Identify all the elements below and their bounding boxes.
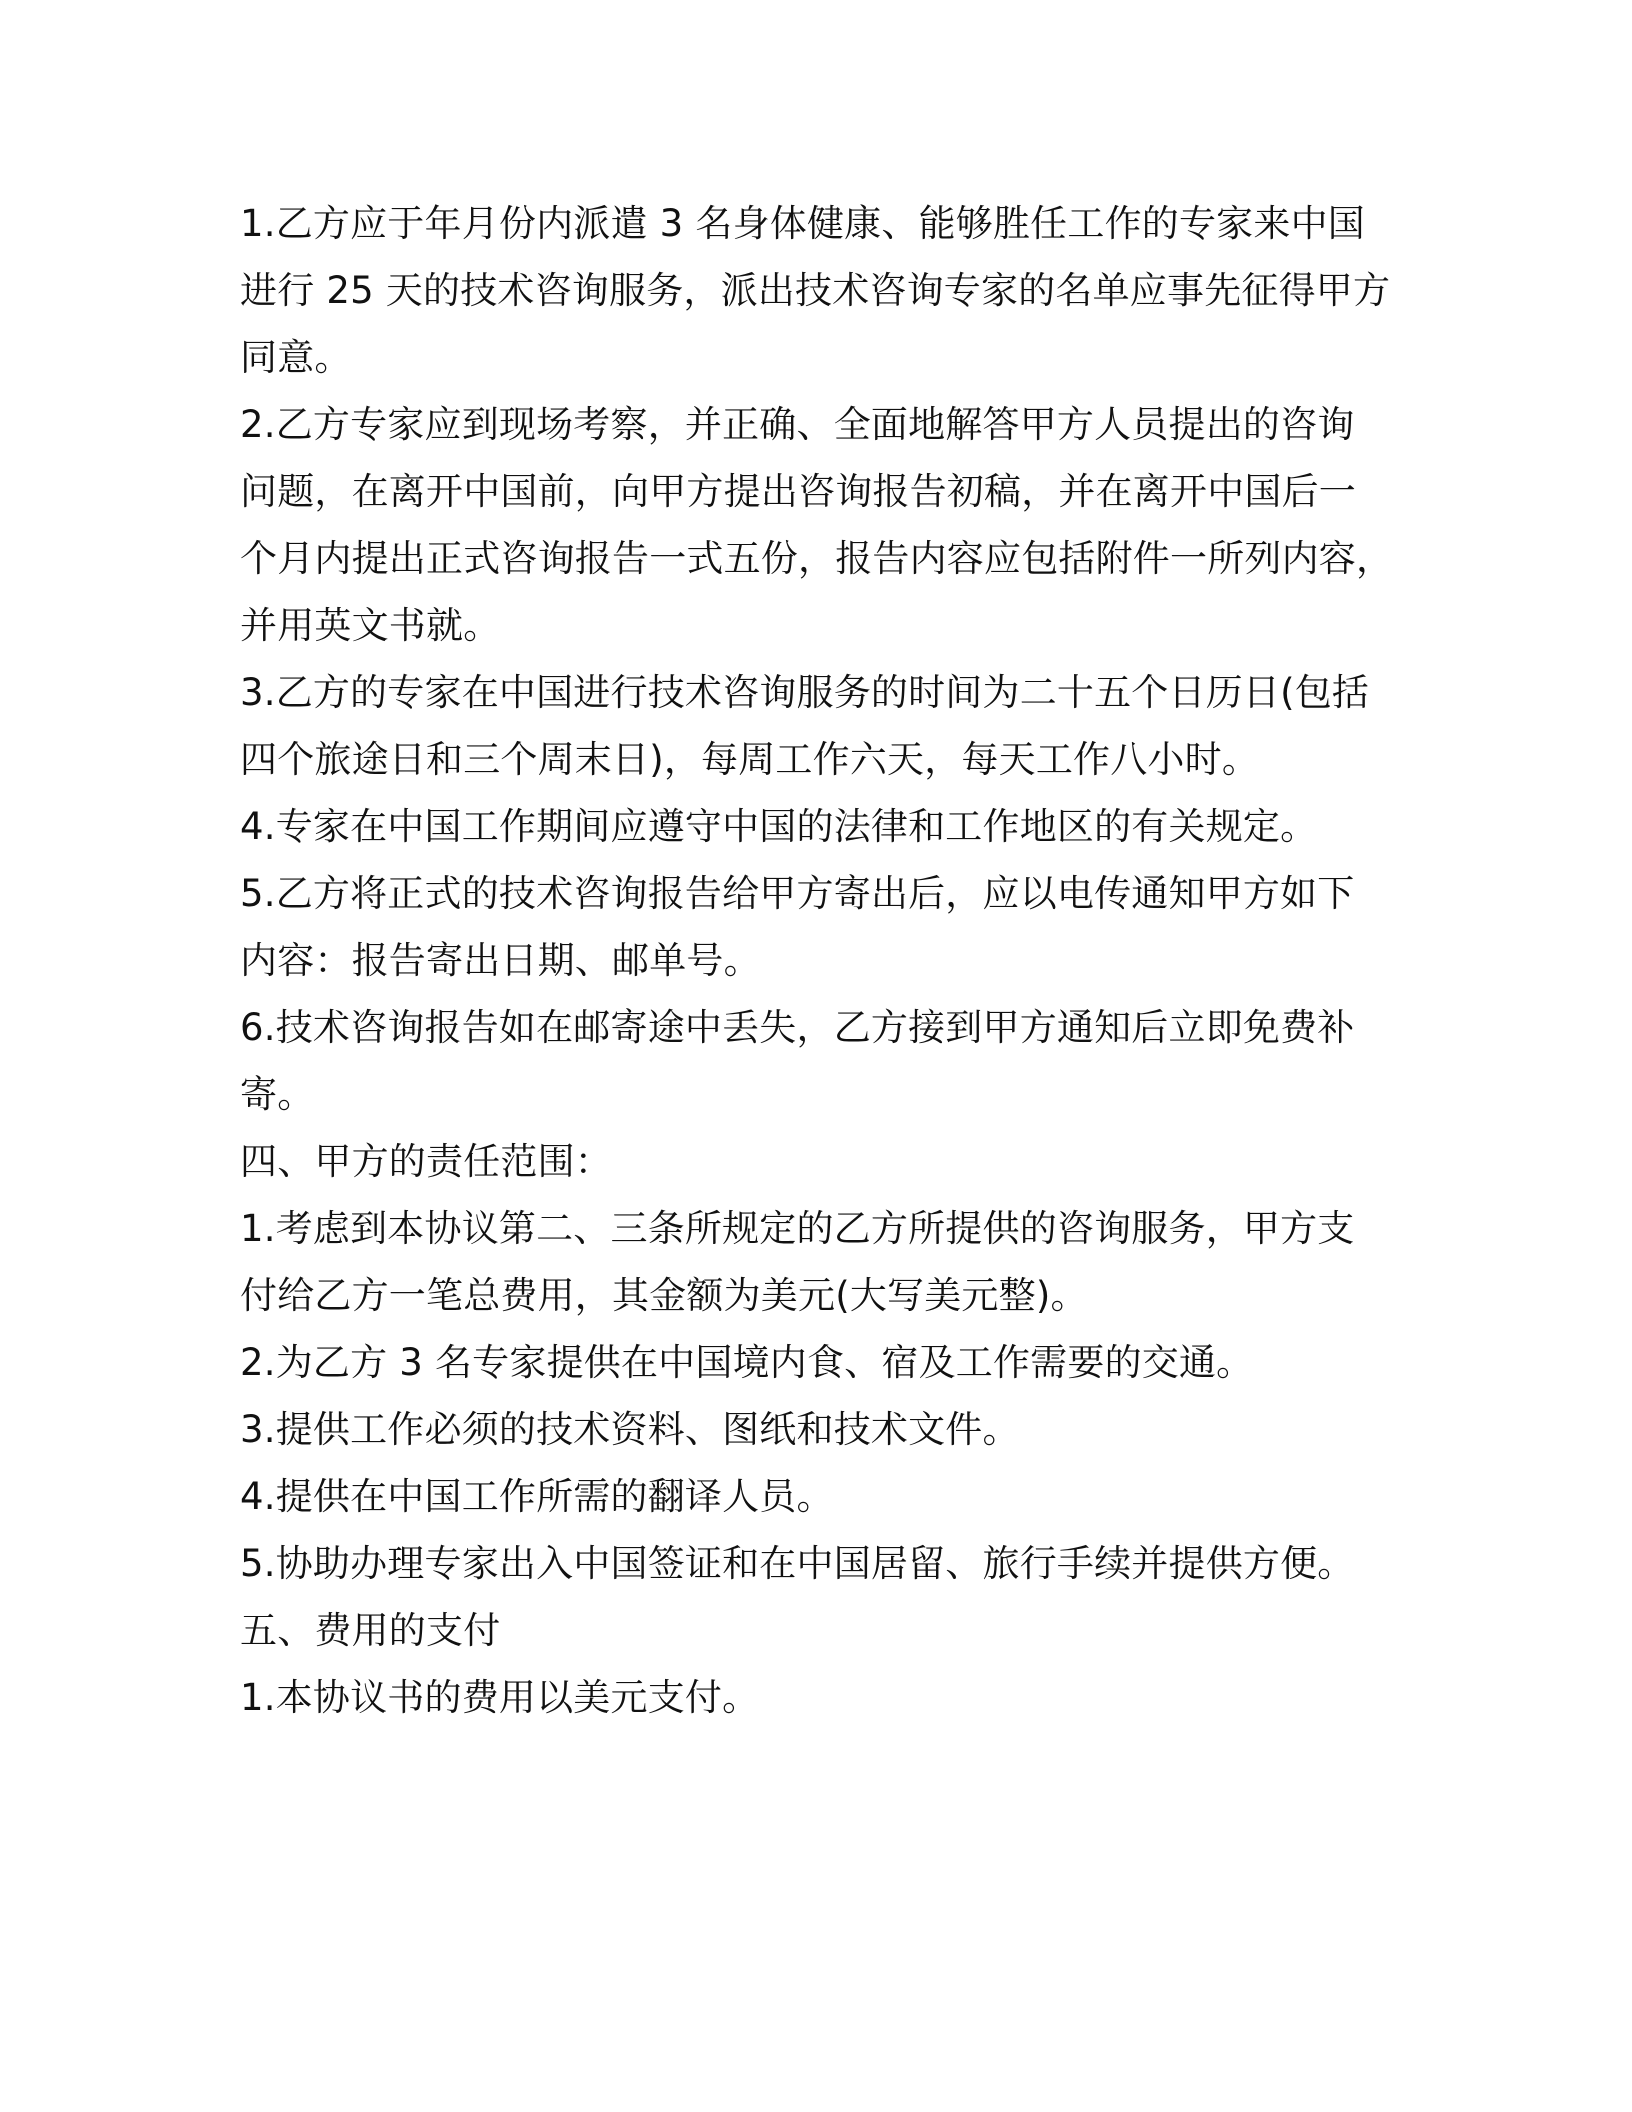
text-line: 2.乙方专家应到现场考察，并正确、全面地解答甲方人员提出的咨询 <box>240 403 1355 446</box>
text-line: 问题，在离开中国前，向甲方提出咨询报告初稿，并在离开中国后一 <box>240 470 1356 513</box>
text-line: 并用英文书就。 <box>240 604 501 647</box>
text-line: 寄。 <box>240 1073 315 1116</box>
text-line: 3.提供工作必须的技术资料、图纸和技术文件。 <box>240 1408 1020 1451</box>
section-heading: 五、费用的支付 <box>240 1609 501 1652</box>
text-line: 4.专家在中国工作期间应遵守中国的法律和工作地区的有关规定。 <box>240 805 1318 848</box>
text-line: 付给乙方一笔总费用，其金额为美元(大写美元整)。 <box>240 1274 1088 1317</box>
document-body <box>240 190 1394 1731</box>
text-line: 5.乙方将正式的技术咨询报告给甲方寄出后，应以电传通知甲方如下 <box>240 872 1355 915</box>
text-line: 3.乙方的专家在中国进行技术咨询服务的时间为二十五个日历日(包括 <box>240 671 1370 714</box>
text-line: 四个旅途日和三个周末日)，每周工作六天，每天工作八小时。 <box>240 738 1260 781</box>
text-line: 4.提供在中国工作所需的翻译人员。 <box>240 1475 834 1518</box>
text-line: 进行 25 天的技术咨询服务，派出技术咨询专家的名单应事先征得甲方 <box>240 269 1391 312</box>
text-line: 1.本协议书的费用以美元支付。 <box>240 1676 760 1719</box>
text-line: 内容：报告寄出日期、邮单号。 <box>240 939 761 982</box>
text-line: 5.协助办理专家出入中国签证和在中国居留、旅行手续并提供方便。 <box>240 1542 1355 1585</box>
text-line: 个月内提出正式咨询报告一式五份，报告内容应包括附件一所列内容， <box>240 537 1394 580</box>
text-line: 2.为乙方 3 名专家提供在中国境内食、宿及工作需要的交通。 <box>240 1341 1254 1384</box>
text-line: 6.技术咨询报告如在邮寄途中丢失，乙方接到甲方通知后立即免费补 <box>240 1006 1355 1049</box>
section-heading: 四、甲方的责任范围： <box>240 1140 612 1183</box>
text-line: 同意。 <box>240 336 352 379</box>
text-line: 1.考虑到本协议第二、三条所规定的乙方所提供的咨询服务，甲方支 <box>240 1207 1355 1250</box>
text-line: 1.乙方应于年月份内派遣 3 名身体健康、能够胜任工作的专家来中国 <box>240 202 1365 245</box>
